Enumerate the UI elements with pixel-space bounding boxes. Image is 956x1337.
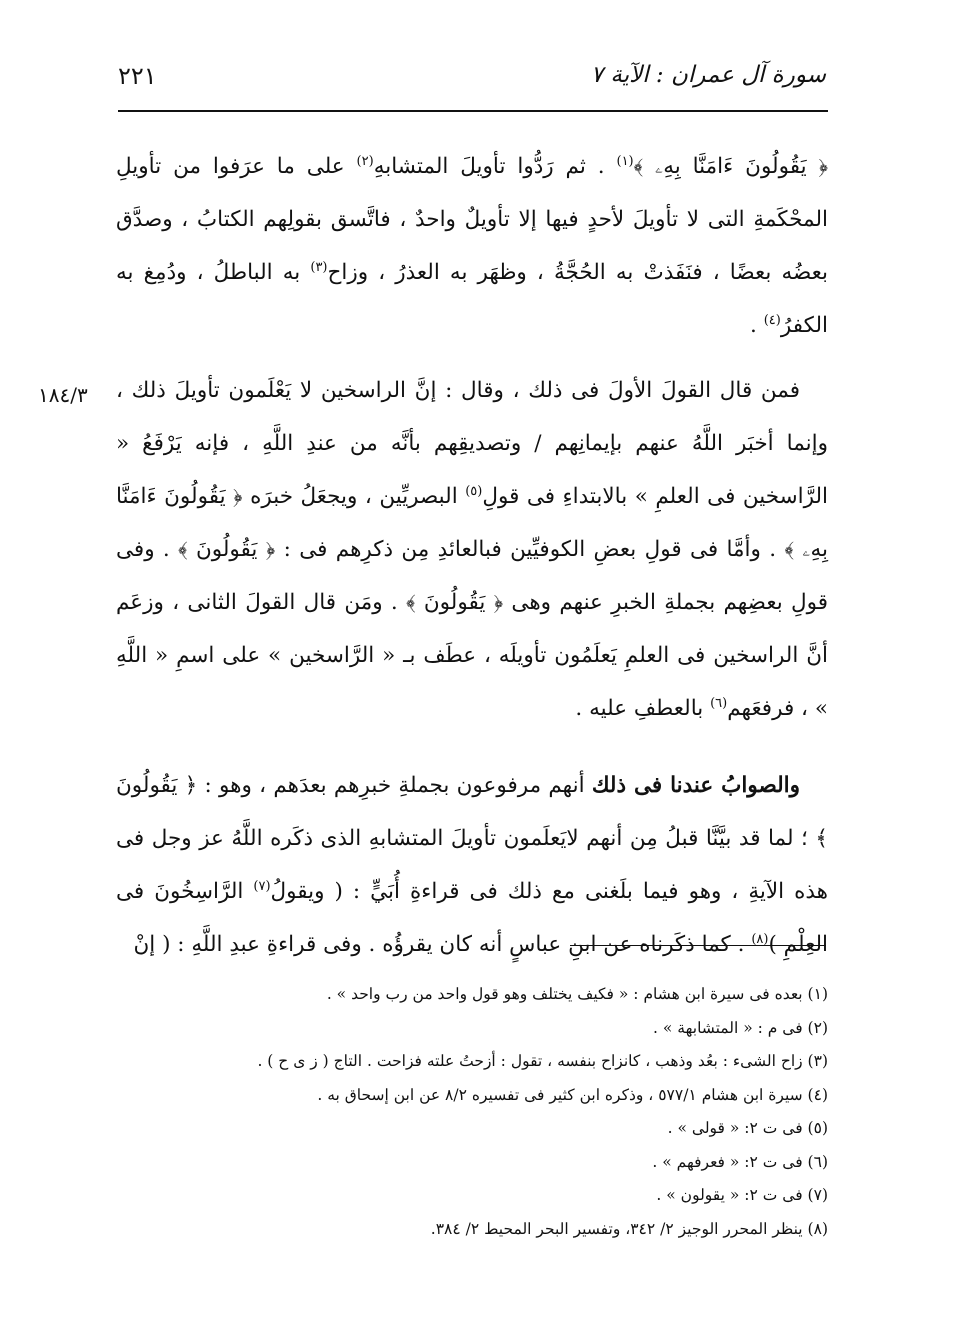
- footnote-marker: (٤): [763, 312, 781, 328]
- text-run: ﴿ يَقُولُونَ ءَامَنَّا بِهِۦ ﴾: [633, 154, 828, 179]
- page-number: ٢٢١: [118, 62, 157, 90]
- text-run: البصريِّين ، ويجعَلُ خبرَه ﴿ يَقُولُونَ ءَامَنَّا بِهِۦ ﴾ . وأمَّا فى قولِ بعضِ الكوفيِّين فبالعائدِ مِن ذكرِهم فى : ﴿ يَقُولُونَ ﴾ . وفى قولِ بعضِهم بجملةِ الخبرِ عنهم وهى ﴿ يَقُولُونَ ﴾ . ومَن قال القولَ الثانى ، وزعَم أنَّ الراسخين فى العلمِ يَعلَمُون تأويلَه ، عطَف بـ « الرَّاسخين » على اسمِ « اللَّهِ » ، فرفعَهم: [116, 484, 828, 721]
- text-run: على ما عرَفوا من تأويلِ المحْكَمةِ التى لا تأويلَ لأحدٍ فيها إلا تأويلٌ واحدٌ ، فاتَّسق بقولِهم الكتابُ ، وصدَّق بعضُه بعضًا ، فنَفَذتْ به الحُجَّةُ ، وظهَر به العذرُ ، وزاح: [116, 154, 828, 285]
- footnote-marker: (٦): [710, 695, 728, 711]
- footnote: (٥) فى ت ٢: « قولى » .: [667, 1119, 828, 1137]
- footnote-marker: (٨): [751, 931, 769, 947]
- text-run: الرَّاسِخُونَ فى العِلْمِ ): [116, 879, 828, 957]
- page-header: [118, 62, 826, 102]
- paragraph-1: [116, 140, 828, 352]
- margin-reference: ١٨٤/٣: [38, 383, 88, 407]
- main-text: [116, 140, 828, 995]
- paragraph-lead: والصوابُ عندنا فى ذلك: [591, 773, 800, 798]
- text-run: . كما ذكَرناه عن ابنِ عباسٍ أنه كان يقرؤُه . وفى قراءةِ عبدِ اللَّهِ : ( إنْ: [133, 932, 752, 957]
- footnote-marker: (٢): [356, 153, 374, 169]
- footnote-marker: (٥): [465, 483, 483, 499]
- footnote: (١) بعده فى سيرة ابن هشام : « فكيف يختلف وهو قول واحد من رب واحد » .: [326, 985, 828, 1003]
- footnote: (٨) ينظر المحرر الوجيز ٢/ ٣٤٢، وتفسير البحر المحيط ٢/ ٣٨٤.: [430, 1219, 828, 1238]
- text-run: بالعطفِ عليه .: [575, 696, 711, 721]
- footnote: (٤) سيرة ابن هشام ٥٧٧/١ ، وذكره ابن كثير فى تفسيره ٨/٢ عن ابن إسحاق به .: [317, 1085, 828, 1104]
- footnote-marker: (٣): [310, 259, 328, 275]
- paragraph-2: [116, 364, 828, 735]
- text-run: به الباطلُ ، ودُمِغ به الكفرُ: [116, 260, 828, 338]
- header-rule: [118, 110, 828, 112]
- text-run: فمن قال القولَ الأولَ فى ذلك ، وقال : إنَّ الراسخين لا يَعْلَمون تأويلَ ذلك ، وإنما أخبَر اللَّهُ عنهم بإيمانِهم / وتصديقِهم بأنَّه من عندِ اللَّهِ ، فإنه يَرْفَعُ « الرَّاسخين فى العلمِ » بالابتداءِ فى قولِ: [116, 378, 828, 509]
- footnote: (٦) فى ت ٢: « فعرفهم » .: [652, 1152, 828, 1171]
- footnote: (٧) فى ت ٢: « يقولون » .: [656, 1186, 828, 1204]
- footnote-marker: (٧): [253, 878, 271, 894]
- paragraph-3: [116, 759, 828, 971]
- footnote: (٢) فى م : « المتشابهة » .: [653, 1018, 828, 1037]
- running-title: سورة آل عمران : الآية ٧: [590, 62, 826, 88]
- footnote-marker: (١): [616, 153, 634, 169]
- text-run: .: [750, 313, 764, 338]
- footnote: (٣) زاح الشىء : بعُد وذهب ، كانزاح بنفسه ، تقول : أزحتُ علته فزاحت . التاج ( ز ى ح ) .: [257, 1052, 828, 1070]
- footnotes: [200, 978, 828, 1246]
- text-run: . ثم رَدُّوا تأويلَ المتشابهِ: [373, 154, 617, 179]
- text-run: أنهم مرفوعون بجملةِ خبرِهم بعدَهم ، وهو : ﴿ يَقُولُونَ ﴾ ؛ لما قد بيَّنَّا قبلُ مِن أنهم لايَعلَمون تأويلَ المتشابهِ الذى ذكَره اللَّهُ عز وجل فى هذه الآيةِ ، وهو فيما بلَغنى مع ذلك فى قراءةِ أُبَيٍّ : ( ويقولُ: [116, 773, 829, 904]
- footnote-rule: [570, 945, 826, 946]
